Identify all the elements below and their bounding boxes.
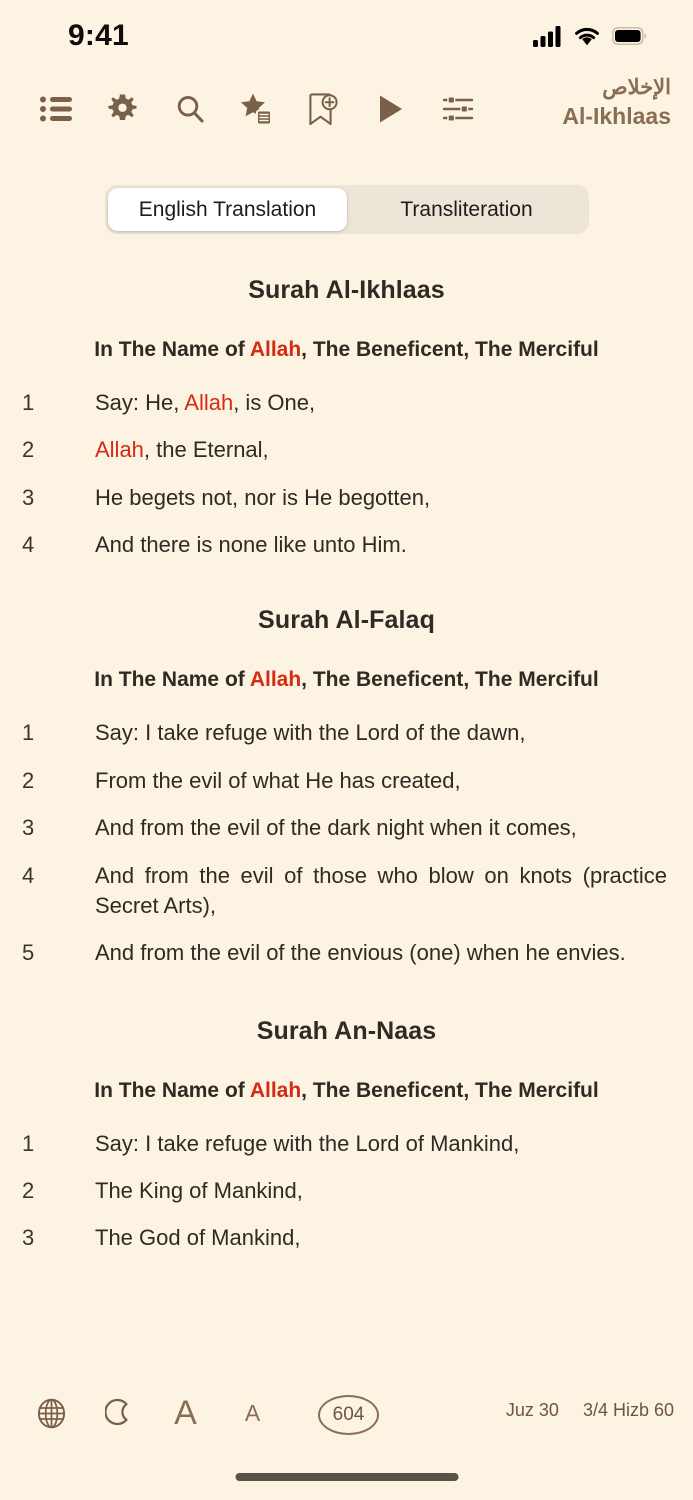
surah-title-english: Al-Ikhlaas [562, 102, 671, 129]
surah-heading: Surah Al-Ikhlaas [248, 276, 445, 304]
verse-text-pre: Say: He, [95, 390, 185, 415]
surah-content-scroll[interactable] [0, 258, 693, 1376]
surah-title-arabic: الإخلاص [602, 76, 671, 99]
tab-transliteration[interactable]: Transliteration [400, 197, 533, 221]
search-button[interactable] [156, 78, 223, 140]
globe-icon [36, 1398, 67, 1429]
verse-text [95, 435, 667, 465]
settings-button[interactable] [89, 78, 156, 140]
verse-number: 2 [22, 437, 35, 463]
bookmark-add-icon [309, 92, 338, 126]
gear-icon [107, 94, 138, 125]
verse-text: From the evil of what He has created, [95, 767, 461, 793]
verse-number: 5 [22, 940, 35, 966]
bottom-toolbar-buttons [18, 1376, 286, 1450]
verse-number: 4 [22, 532, 35, 558]
bottom-toolbar [0, 1376, 693, 1500]
verse-row[interactable] [0, 388, 693, 418]
bismillah-allah: Allah [249, 1078, 302, 1102]
wifi-icon [573, 26, 601, 46]
verse-text-allah: Allah [184, 390, 234, 415]
bismillah-allah: Allah [249, 338, 302, 361]
font-increase-button[interactable] [152, 1376, 219, 1450]
verse-text: He begets not, nor is He begotten, [95, 484, 431, 510]
bismillah-suffix: , The Beneficent, The Merciful [301, 338, 599, 361]
verse-text-post: , is One, [233, 390, 316, 415]
juz-hizb-info [506, 1400, 674, 1421]
bismillah-suffix: , The Beneficent, The Merciful [301, 1078, 599, 1102]
content-fade-overlay [0, 1280, 693, 1376]
play-icon [378, 94, 404, 124]
bismillah-line [0, 668, 693, 692]
battery-icon [612, 27, 647, 45]
verse-row[interactable] [0, 530, 693, 560]
verse-text-post: , the Eternal, [143, 437, 269, 463]
verse-text-allah: Allah [95, 437, 144, 463]
verse-row[interactable] [0, 861, 693, 922]
verse-row[interactable] [0, 938, 693, 968]
add-bookmark-button[interactable] [290, 78, 357, 140]
bismillah-allah: Allah [249, 668, 302, 692]
status-bar [0, 0, 693, 72]
bismillah-prefix: In The Name of [94, 338, 250, 361]
status-indicators [533, 26, 647, 47]
verse-text: The King of Mankind, [95, 1177, 303, 1203]
verse-row[interactable] [0, 435, 693, 465]
night-mode-button[interactable] [85, 1376, 152, 1450]
font-decrease-button[interactable] [219, 1376, 286, 1450]
verse-text [95, 388, 667, 418]
font-decrease-label: A [244, 1399, 261, 1426]
bismillah-prefix: In The Name of [94, 1078, 250, 1102]
sliders-icon [442, 96, 474, 122]
verse-row[interactable] [0, 1129, 693, 1159]
play-button[interactable] [357, 78, 424, 140]
surah-block [0, 1017, 693, 1254]
bismillah-prefix: In The Name of [94, 668, 250, 692]
verse-number: 2 [22, 767, 35, 793]
verse-text: The God of Mankind, [95, 1225, 301, 1251]
status-time: 9:41 [68, 19, 129, 52]
home-indicator[interactable] [235, 1473, 458, 1481]
verse-text: And there is none like unto Him. [95, 532, 407, 558]
view-mode-tabs [105, 185, 589, 234]
current-surah-title [562, 76, 671, 130]
verse-text: Say: I take refuge with the Lord of Mankind, [95, 1130, 520, 1156]
cellular-signal-icon [533, 26, 562, 47]
verse-row[interactable] [0, 766, 693, 796]
surah-block [0, 276, 693, 560]
hizb-label: 3/4 Hizb 60 [582, 1400, 674, 1420]
verse-number: 3 [22, 815, 35, 841]
verse-number: 1 [22, 720, 35, 746]
bismillah-suffix: , The Beneficent, The Merciful [301, 668, 599, 692]
verse-text: And from the evil of the envious (one) when he envies. [95, 940, 626, 966]
verse-number: 3 [22, 484, 35, 510]
surah-heading: Surah Al-Falaq [258, 606, 435, 635]
verse-number: 4 [22, 862, 35, 888]
surah-block [0, 606, 693, 968]
verse-row[interactable] [0, 813, 693, 843]
tab-english-translation[interactable]: English Translation [108, 188, 347, 231]
top-toolbar-buttons [22, 78, 491, 140]
adjust-button[interactable] [424, 78, 491, 140]
surah-list-button[interactable] [22, 78, 89, 140]
verse-text: Say: I take refuge with the Lord of the dawn, [95, 720, 526, 746]
surah-heading: Surah An-Naas [256, 1016, 437, 1045]
list-icon [40, 96, 72, 122]
moon-icon [105, 1398, 133, 1428]
verse-row[interactable] [0, 483, 693, 513]
verse-row[interactable] [0, 718, 693, 748]
star-note-icon [240, 93, 274, 125]
verse-row[interactable] [0, 1176, 693, 1206]
juz-label: Juz 30 [505, 1400, 559, 1420]
verse-number: 3 [22, 1225, 35, 1251]
favorites-button[interactable] [223, 78, 290, 140]
verse-text: And from the evil of those who blow on knots (practice Secret Arts), [95, 862, 667, 918]
language-button[interactable] [18, 1376, 85, 1450]
verse-row[interactable] [0, 1223, 693, 1253]
bismillah-line [0, 1079, 693, 1103]
verse-text: And from the evil of the dark night when it comes, [95, 815, 577, 841]
verse-number: 1 [22, 390, 35, 415]
page-number-badge[interactable]: 604 [318, 1395, 379, 1435]
verse-number: 2 [22, 1177, 35, 1203]
top-toolbar [0, 78, 693, 140]
bismillah-line [0, 338, 693, 362]
verse-number: 1 [22, 1130, 35, 1156]
font-increase-label: A [174, 1394, 197, 1432]
search-icon [175, 94, 205, 124]
